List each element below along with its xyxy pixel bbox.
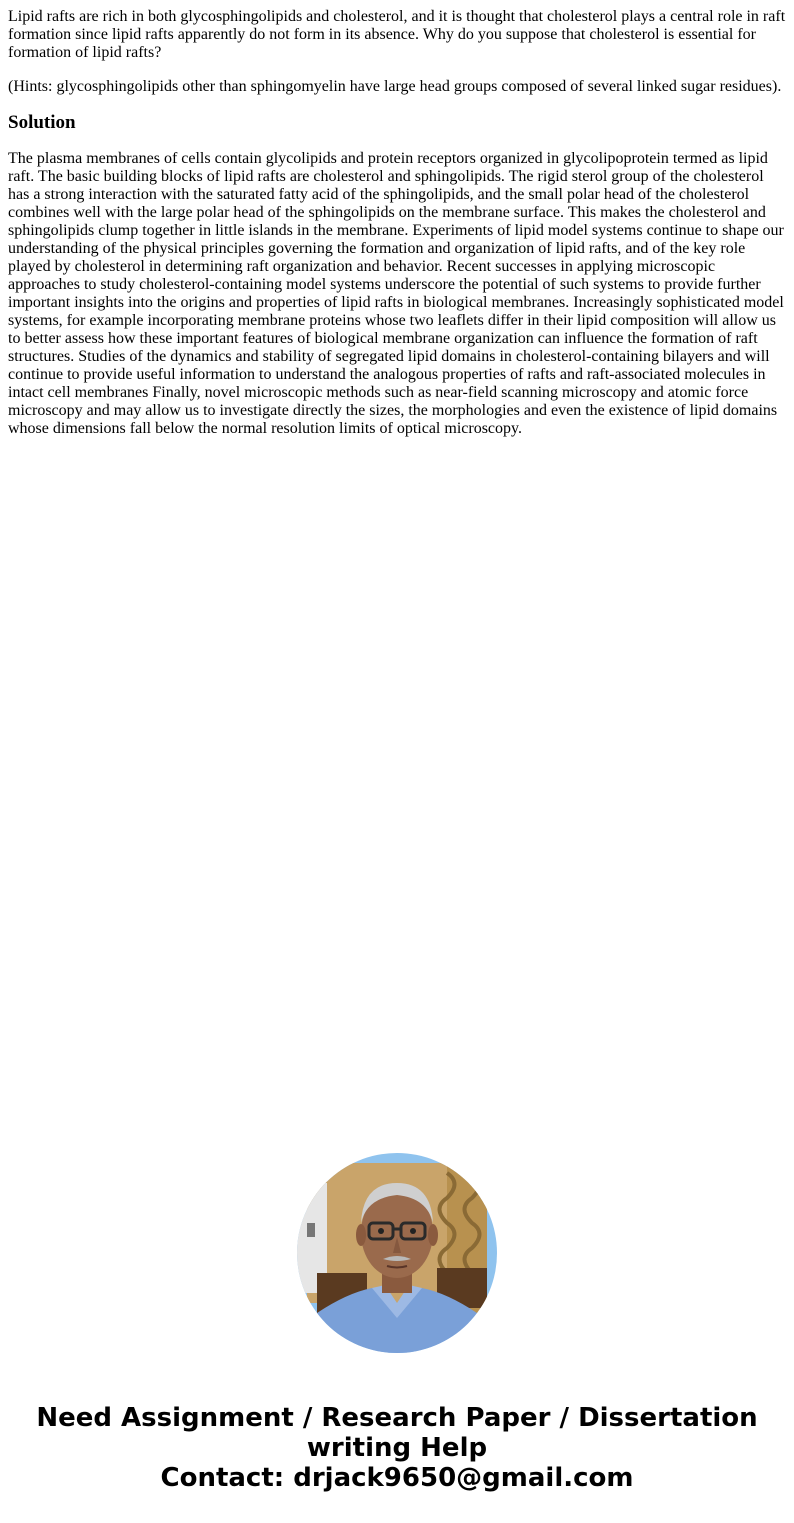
promo-line-1: Need Assignment / Research Paper / Dissertation	[36, 1403, 758, 1433]
solution-heading: Solution	[8, 112, 76, 133]
contact-email: Contact: drjack9650@gmail.com	[160, 1463, 634, 1493]
promo-line-2: writing Help	[306, 1433, 488, 1463]
solution-text: The plasma membranes of cells contain glycolipids and protein receptors organized in glycolipoprotein termed as lipid raft. The basic building blocks of lipid rafts are cholesterol and sphingolipids. The rigid sterol group of the cholesterol has a strong interaction with the saturated fatty acid of the sphingolipids, and the small polar head of the cholesterol combines well with the large polar head of the sphingolipids on the membrane surface. This makes the cholesterol and sphingolipids clump together in little islands in the membrane. Experiments of lipid model systems continue to shape our understanding of the physical principles governing the formation and organization of lipid rafts, and of the key role played by cholesterol in determining raft organization and behavior. Recent successes in applying microscopic approaches to study cholesterol-containing model systems underscore the potential of such systems to provide further important insights into the origins and properties of lipid rafts in biological membranes. Increasingly sophisticated model systems, for example incorporating membrane proteins whose two leaflets differ in their lipid composition will allow us to better assess how these important features of biological membrane organization can influence the formation of raft structures. Studies of the dynamics and stability of segregated lipid domains in cholesterol-containing bilayers and will continue to provide useful information to understand the analogous properties of rafts and raft-associated molecules in intact cell membranes Finally, novel microscopic methods such as near-field scanning microscopy and atomic force microscopy and may allow us to investigate directly the sizes, the morphologies and even the existence of lipid domains whose dimensions fall below the normal resolution limits of optical microscopy.	[8, 150, 784, 437]
author-avatar	[297, 1153, 497, 1353]
question-text: Lipid rafts are rich in both glycosphingolipids and cholesterol, and it is thought that cholesterol plays a central role in raft formation since lipid rafts apparently do not form in its absence. Why do you suppose that cholesterol is essential for formation of lipid rafts?	[8, 8, 786, 61]
contact-banner	[0, 1403, 794, 1493]
author-portrait-image	[297, 1153, 497, 1353]
hint-text: (Hints: glycosphingolipids other than sphingomyelin have large head groups composed of several linked sugar residues).	[8, 78, 782, 95]
page-content	[8, 8, 786, 438]
